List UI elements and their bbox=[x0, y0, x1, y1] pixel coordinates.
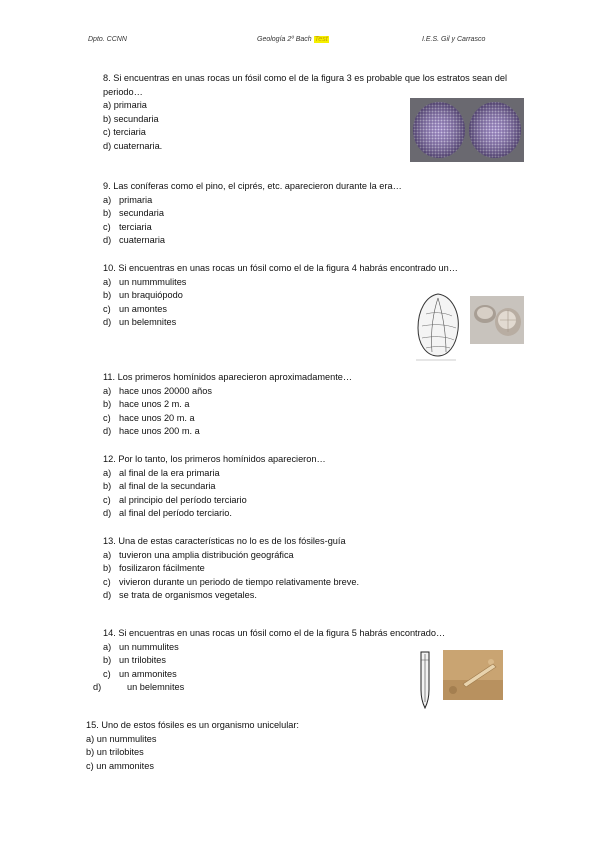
option-letter: a) bbox=[103, 641, 112, 652]
option-c: c) terciaria bbox=[103, 127, 146, 138]
option-letter: a) bbox=[103, 385, 112, 396]
option-letter: d) bbox=[103, 426, 112, 437]
option-d: hace unos 200 m. a bbox=[119, 426, 200, 437]
option-a: un nummmulites bbox=[119, 276, 187, 287]
option-letter: a) bbox=[103, 549, 112, 560]
option-d: d) cuaternaria. bbox=[103, 140, 163, 151]
option-letter: b) bbox=[103, 563, 112, 574]
option-c: un ammonites bbox=[119, 668, 177, 679]
option-letter: d) bbox=[103, 590, 112, 601]
option-letter: b) bbox=[103, 208, 112, 219]
option-letter: d) bbox=[103, 235, 112, 246]
option-letter: c) bbox=[103, 576, 111, 587]
option-b: un braquiópodo bbox=[119, 290, 183, 301]
header-test-mark: Test bbox=[314, 36, 328, 43]
question-text: 9. Las coníferas como el pino, el ciprés, etc. aparecieron durante la era… bbox=[103, 181, 402, 191]
option-d: cuaternaria bbox=[119, 235, 165, 246]
option-c: c) un ammonites bbox=[86, 760, 154, 771]
option-a: un nummulites bbox=[119, 641, 179, 652]
option-letter: d) bbox=[93, 682, 102, 693]
option-c: vivieron durante un periodo de tiempo relativamente breve. bbox=[119, 576, 360, 587]
option-c: un amontes bbox=[119, 303, 168, 314]
option-letter: b) bbox=[103, 655, 112, 666]
figure-5-belemnite-drawing bbox=[412, 650, 438, 710]
question-text-cont: periodo… bbox=[103, 86, 143, 97]
option-d: se trata de organismos vegetales. bbox=[119, 590, 257, 601]
option-letter: d) bbox=[103, 508, 112, 519]
figure-4-brachiopod-photo bbox=[470, 296, 524, 344]
option-letter: d) bbox=[103, 317, 112, 328]
option-letter: c) bbox=[103, 412, 111, 423]
question-text: 8. Si encuentras en unas rocas un fósil como el de la figura 3 es probable que los estratos sean del bbox=[103, 73, 507, 83]
figure-4-brachiopod-drawing bbox=[412, 290, 464, 362]
option-b: hace unos 2 m. a bbox=[119, 399, 190, 410]
option-a: primaria bbox=[119, 194, 153, 205]
question-text: 10. Si encuentras en unas rocas un fósil como el de la figura 4 habrás encontrado un… bbox=[103, 263, 458, 273]
option-letter: b) bbox=[103, 399, 112, 410]
option-c: hace unos 20 m. a bbox=[119, 412, 195, 423]
option-letter: c) bbox=[103, 221, 111, 232]
option-a: a) un nummulites bbox=[86, 733, 157, 744]
header-school: I.E.S. Gil y Carrasco bbox=[422, 36, 486, 43]
header-course: Geología 2º Bach Test bbox=[257, 36, 328, 43]
question-text: 14. Si encuentras en unas rocas un fósil como el de la figura 5 habrás encontrado… bbox=[103, 628, 446, 638]
option-letter: c) bbox=[103, 303, 111, 314]
option-a: tuvieron una amplia distribución geográfica bbox=[119, 549, 294, 560]
option-letter: a) bbox=[103, 194, 112, 205]
question-text: 12. Por lo tanto, los primeros homínidos aparecieron… bbox=[103, 454, 326, 464]
option-letter: b) bbox=[103, 481, 112, 492]
option-a: hace unos 20000 años bbox=[119, 385, 212, 396]
option-a: al final de la era primaria bbox=[119, 467, 220, 478]
question-14 bbox=[93, 627, 446, 695]
option-letter: a) bbox=[103, 467, 112, 478]
option-letter: b) bbox=[103, 290, 112, 301]
option-letter: c) bbox=[103, 668, 111, 679]
question-text: 13. Una de estas características no lo es de los fósiles-guía bbox=[103, 536, 346, 546]
option-b: b) un trilobites bbox=[86, 747, 144, 758]
option-letter: a) bbox=[103, 276, 112, 287]
question-text: 15. Uno de estos fósiles es un organismo unicelular: bbox=[86, 720, 299, 730]
option-d: un belemnites bbox=[127, 682, 185, 693]
question-15 bbox=[86, 719, 299, 773]
option-letter: c) bbox=[103, 494, 111, 505]
option-c: al principio del período terciario bbox=[119, 494, 247, 505]
question-13 bbox=[103, 535, 359, 603]
option-b: al final de la secundaria bbox=[119, 481, 216, 492]
option-b: secundaria bbox=[119, 208, 164, 219]
figure-5-belemnite-photo bbox=[443, 650, 503, 700]
option-c: terciaria bbox=[119, 221, 152, 232]
option-b: b) secundaria bbox=[103, 113, 159, 124]
question-10 bbox=[103, 262, 458, 330]
option-b: fosilizaron fácilmente bbox=[119, 563, 205, 574]
option-d: al final del período terciario. bbox=[119, 508, 232, 519]
question-text: 11. Los primeros homínidos aparecieron aproximadamente… bbox=[103, 372, 353, 382]
figure-3-nummulites-image bbox=[410, 98, 524, 162]
question-12 bbox=[103, 453, 326, 521]
option-a: a) primaria bbox=[103, 100, 147, 111]
option-b: un trilobites bbox=[119, 655, 166, 666]
question-9 bbox=[103, 180, 402, 248]
question-11 bbox=[103, 371, 352, 439]
header-department: Dpto. CCNN bbox=[88, 36, 127, 43]
option-d: un belemnites bbox=[119, 317, 177, 328]
